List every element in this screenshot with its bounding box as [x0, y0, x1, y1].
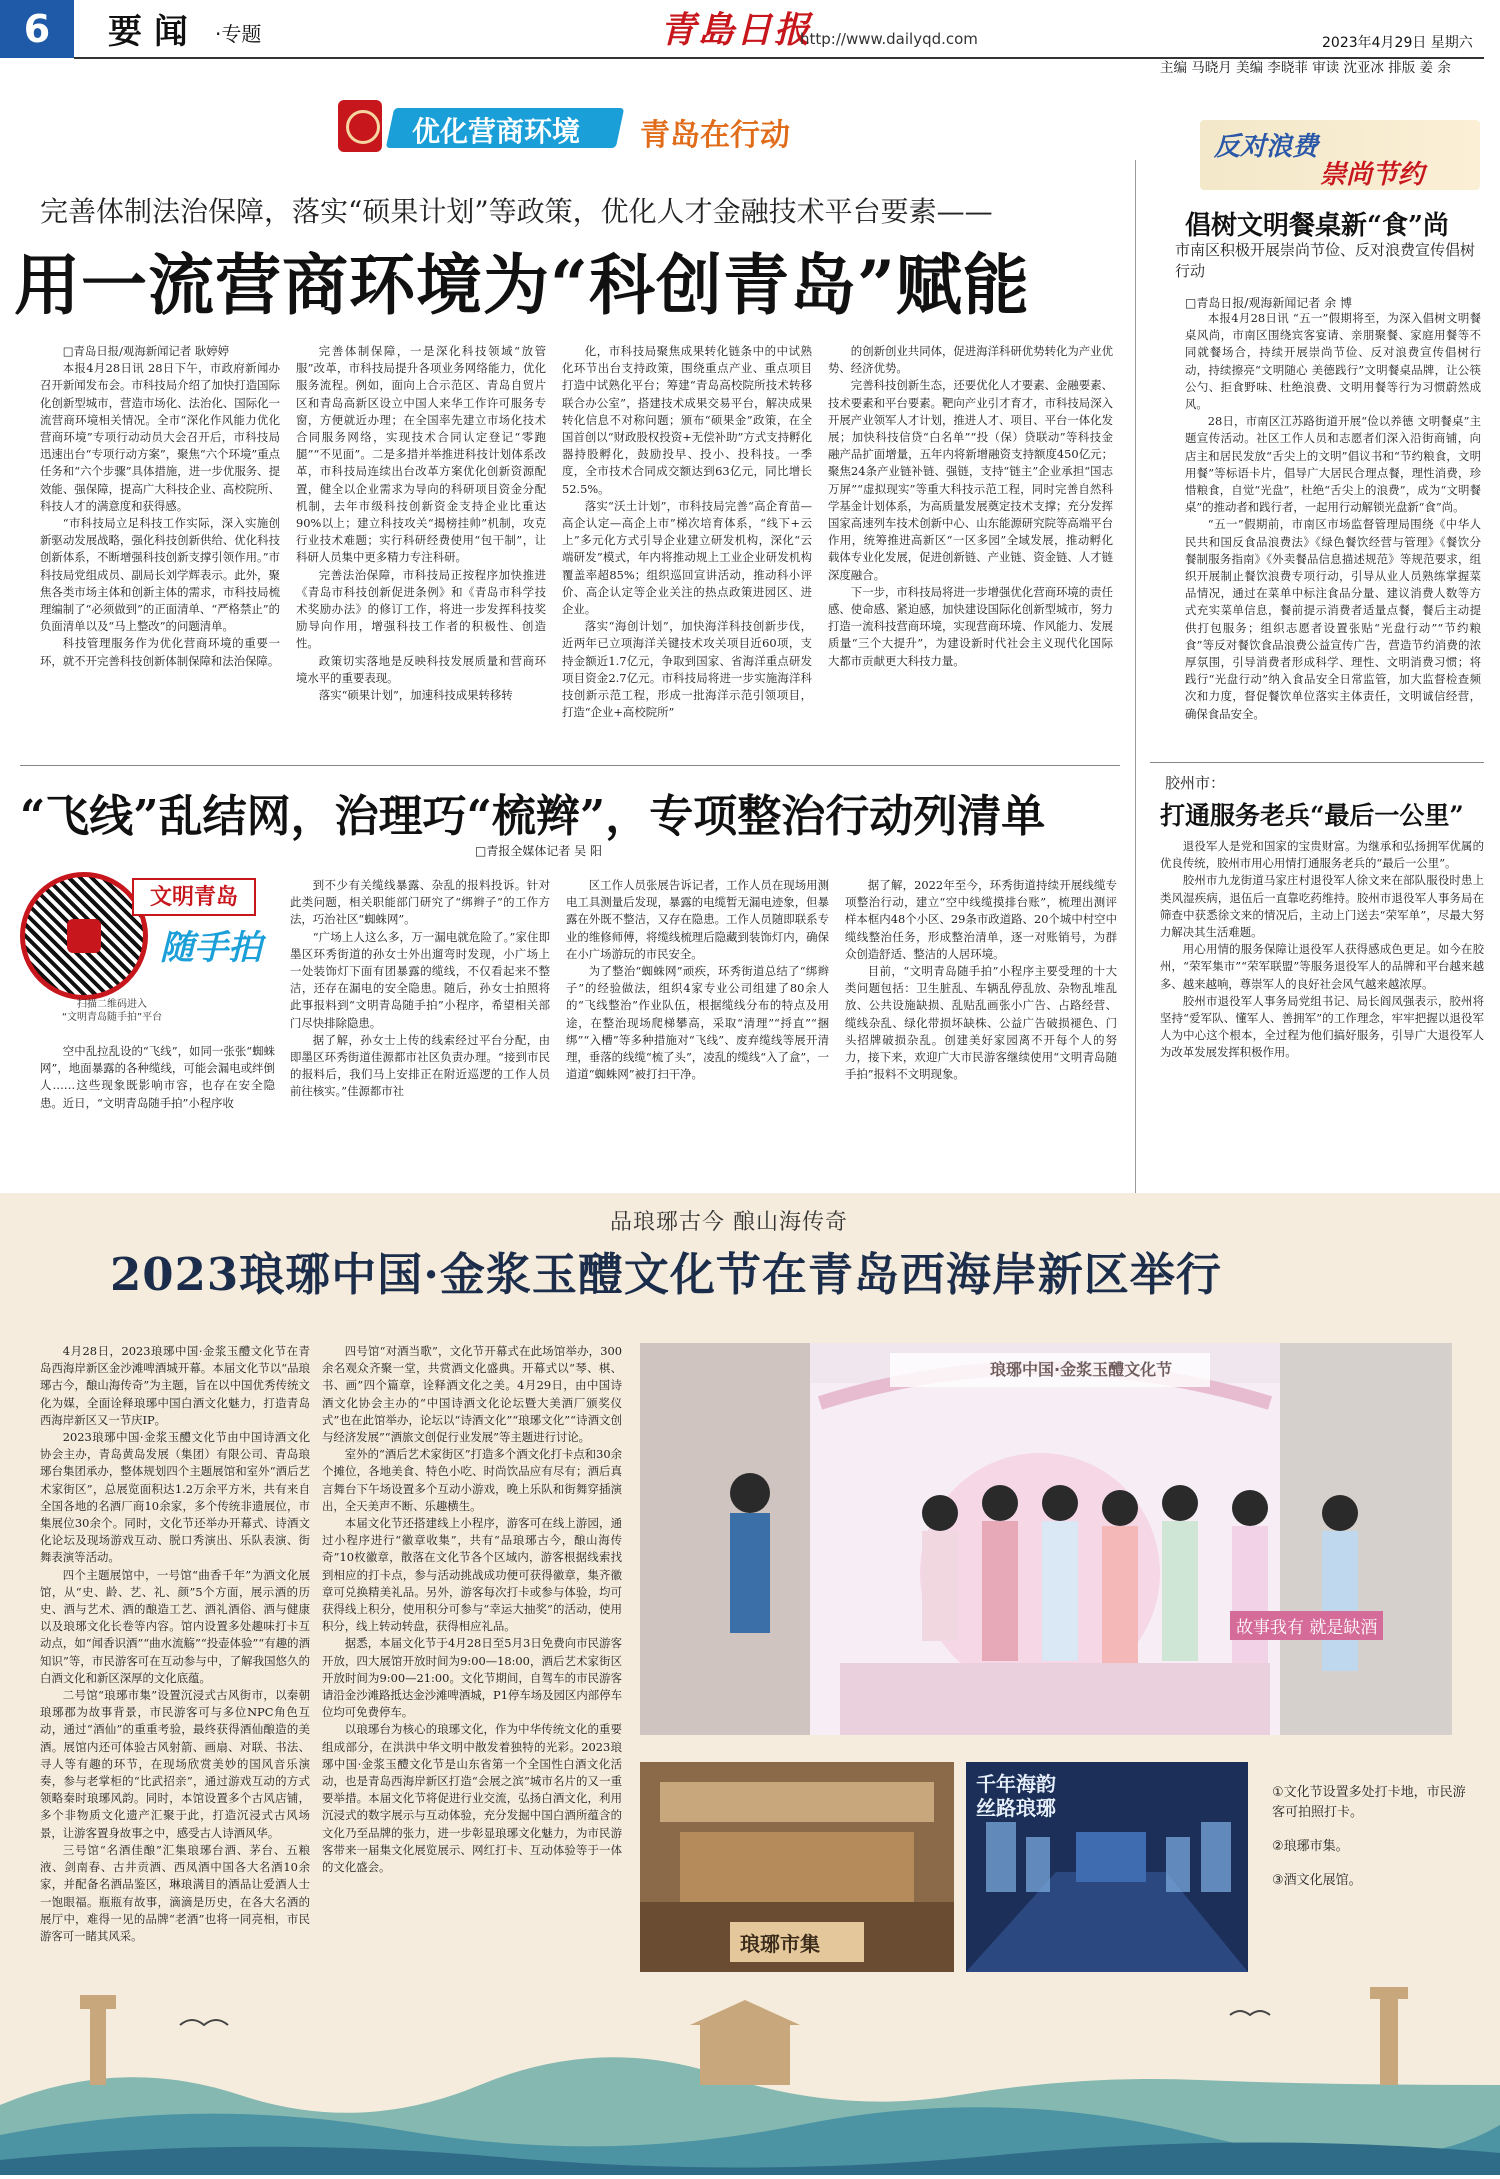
right-body-2: 退役军人是党和国家的宝贵财富。为继承和弘扬拥军优属的优良传统，胶州市用心用情打通服务老兵的“最后一公里”。 胶州市九龙街道马家庄村退役军人徐文来在部队服役时患上类风湿疾病，退伍后一直靠吃药维持。胶州市退役军人事务局在筛查中获悉徐文来的情况后，主动上门送去“荣军单”，尽最大努力解决其生活难题。 用心用情的服务保障让退役军人获得感成色更足。如今在胶州，“荣军集市”“荣军联盟”等服务退役军人的品牌和平台越来越多、越来越响，尊崇军人的良好社会风气越来越浓厚。 胶州市退役军人事务局党组书记、局长阎凤强表示，胶州将坚持“爱军队、懂军人、善拥军”的工作理念，牢牢把握以退役军人为中心这个根本，全过程为他们搞好服务，引导广大退役军人为改革发展发挥积极作用。: [1160, 839, 1484, 1060]
civilization-promo[interactable]: [20, 860, 270, 1030]
caption-3: ③酒文化展馆。: [1272, 1873, 1362, 1888]
newspaper-url[interactable]: http://www.dailyqd.com: [800, 30, 978, 48]
festival-photo-main-art: [640, 1343, 1452, 1735]
campaign-logo-icon: [338, 100, 382, 152]
second-column-1: 空中乱拉乱设的“飞线”，如同一张张“蜘蛛网”，地面暴露的各种缆线，可能会漏电或绊倒人……这些现象既影响市容，也存在安全隐患。近日，“文明青岛随手拍”小程序收: [40, 1044, 275, 1110]
feature-headline: 2023琅琊中国·金浆玉醴文化节在青岛西海岸新区举行: [110, 1248, 1222, 1301]
feature-column-1: 4月28日，2023琅琊中国·金浆玉醴文化节在青岛西海岸新区金沙滩啤酒城开幕。本届文化节以“品琅琊古今，酿山海传奇”为主题，旨在以中国优秀传统文化为媒，全面诠释琅琊中国白酒文化魅力，打造青岛西海岸新区又一节庆IP。 2023琅琊中国·金浆玉醴文化节由中国诗酒文化协会主办，青岛黄岛发展（集团）有限公司、青岛琅琊台集团承办，整体规划四个主题展馆和室外“酒后艺术家街区”，总展览面积达1.2万余平方米，共有来自全国各地的名酒厂商10余家，多个传统非遗展位，市集展位30余个。同时，文化节还举办开幕式、诗酒文化论坛及现场游戏互动、脱口秀演出、乐队表演、街舞表演等活动。 四个主题展馆中，一号馆“曲香千年”为酒文化展馆，从“史、龄、艺、礼、颜”5个方面，展示酒的历史、酒与艺术、酒的酿造工艺、酒礼酒俗、酒与健康以及琅琊文化长卷等内容。馆内设置多处趣味打卡互动点，如“闻香识酒”“曲水流觞”“投壶体验”“有趣的酒知识”等，市民游客可在互动参与中，了解我国悠久的白酒文化和新区深厚的文化底蕴。 二号馆“琅琊市集”设置沉浸式古风街市，以秦朝琅琊郡为故事背景，市民游客可与多位NPC角色互动，通过“酒仙”的重重考验，最终获得酒仙酿造的美酒。展馆内还可体验古风射箭、画扇、对联、书法、寻人等有趣的环节，在现场欣赏美妙的国风音乐演奏，参与老掌柜的“比武招亲”，通过游戏互动的方式领略秦时琅琊风韵。同时，本馆设置多个古风店铺，多个非物质文化遗产汇聚于此，打造沉浸式古风场景，让游客置身故事之中，感受古人诗酒风华。 三号馆“名酒佳酿”汇集琅琊台酒、茅台、五粮液、剑南春、古井贡酒、西凤酒中国各大名酒10余家，并配备名酒品鉴区，琳琅满目的酒品让爱酒人士一饱眼福。瓶瓶有故事，滴滴是历史，在各大名酒的展厅中，难得一见的品牌“老酒”也将一同亮相，市民游客可一睹其风采。: [40, 1344, 310, 1943]
market-sign-text: 琅琊市集: [740, 1932, 820, 1956]
section-subtitle: ·专题: [215, 22, 262, 46]
caption-1: ①文化节设置多处打卡地，市民游客可拍照打卡。: [1272, 1785, 1466, 1820]
civ-calligraphy: 随手拍: [160, 928, 262, 968]
lead-column-1: □青岛日报/观海新闻记者 耿婷婷 本报4月28日讯 28日下午，市政府新闻办召开新闻发布会。市科技局介绍了加快打造国际化创新型城市，营造市场化、法治化、国际化一流营商环境相关情况。全市“深化作风能力优化营商环境”专项行动动员大会召开后，市科技局迅速出台“专项行动方案”，聚焦“六个环境”重点任务和“六个步骤”具体措施，进一步优服务、提效能、强保障，提高广大科技企业、高校院所、科技人才的满意度和获得感。 “市科技局立足科技工作实际，深入实施创新驱动发展战略，强化科技创新供给、优化科技创新体系，不断增强科技创新支撑引领作用。”市科技局党组成员、副局长刘学辉表示。此外，聚焦各类市场主体和创新主体的需求，市科技局梳理编制了“必须做到”的正面清单、“严格禁止”的负面清单以及“马上整改”的问题清单。 科技管理服务作为优化营商环境的重要一环，就不开完善科技创新体制保障和法治保障。: [40, 344, 280, 668]
second-column-3: 区工作人员张展告诉记者，工作人员在现场用测电工具测量后发现，暴露的电缆暂无漏电迹象，但暴露在外既不整洁，又存在隐患。工作人员随即联系专业的维修师傅，将缆线梳理后隐藏到装饰灯内，确保在小广场游玩的市民安全。 为了整治“蜘蛛网”顽疾，环秀街道总结了“绑辫子”的经验做法，组织4家专业公司组建了80余人的“飞线整治”作业队伍，根据缆线分布的特点及用途，在整治现场爬梯攀高，采取“清理”“捋直”“捆绑”“入槽”等多种措施对“飞线”、废弃缆线等展开清理，垂落的线缆“梳了头”，凌乱的缆线“入了盒”，一道道“蜘蛛网”被打扫干净。: [566, 878, 829, 1082]
section-title: 要 闻: [108, 12, 188, 52]
right-headline-2: 打通服务老兵“最后一公里”: [1160, 801, 1464, 830]
photo-captions: [1272, 1783, 1472, 1891]
lead-kicker: 完善体制法治保障，落实“硕果计划”等政策，优化人才金融技术平台要素——: [40, 195, 993, 228]
feature-kicker: 品琅琊古今 酿山海传奇: [610, 1210, 848, 1235]
festival-banner-text: 琅琊中国·金浆玉醴文化节: [990, 1360, 1173, 1379]
festival-photo-main: [640, 1343, 1452, 1735]
thrift-banner: [1200, 120, 1480, 190]
right-byline: □青岛日报/观海新闻记者 余 博: [1185, 296, 1353, 310]
caption-2: ②琅琊市集。: [1272, 1839, 1349, 1854]
second-column-4: 据了解，2022年至今，环秀街道持续开展线缆专项整治行动，建立“空中线缆摸排台账”，梳理出测评样本框内48个小区、29条市政道路、20个城中村空中缆线整治任务，形成整治清单，逐一对账销号，为群众创造舒适、整洁的人居环境。 目前，“文明青岛随手拍”小程序主要受理的十大类问题包括：卫生脏乱、车辆乱停乱放、杂物乱堆乱放、公共设施缺损、乱贴乱画张小广告、占路经营、缆线杂乱、绿化带损坏缺株、公益广告破损褪色、门头招牌破损杂乱。创建美好家园离不开每个人的努力，接下来，欢迎广大市民游客继续使用“文明青岛随手拍”报料不文明现象。: [845, 878, 1117, 1082]
second-byline: □青报全媒体记者 吴 阳: [475, 844, 602, 858]
thrift-banner-a: 反对浪费: [1214, 132, 1319, 162]
right-headline: 倡树文明餐桌新“食”尚: [1185, 211, 1449, 241]
qr-code-icon[interactable]: [20, 872, 148, 1000]
right-subhead: 市南区积极开展崇尚节俭、反对浪费宣传倡树行动: [1175, 241, 1476, 280]
editor-credits: 主编 马晓月 美编 李晓菲 审读 沈亚冰 排版 姜 余: [1160, 60, 1451, 76]
campaign-banner: [320, 96, 830, 156]
right-section-label: 胶州市：: [1165, 774, 1226, 792]
lead-headline: 用一流营商环境为“科创青岛”赋能: [14, 246, 1030, 324]
right-body: 本报4月28日讯 “五一”假期将至，为深入倡树文明餐桌风尚，市南区围绕宾客宴请、亲朋聚餐、家庭用餐等不同就餐场合，持续开展崇尚节俭、反对浪费宣传倡树行动，持续擦亮“文明随心 美德践行”文明餐桌品牌，让公筷公勺、拒食野味、杜绝浪费、文明用餐等行为习惯蔚然成风。 28日，市南区江苏路街道开展“俭以养德 文明餐桌”主题宣传活动。社区工作人员和志愿者们深入沿街商铺，向店主和居民发放“舌尖上的文明”倡议书和“节约粮食，文明用餐”等标语卡片，倡导广大居民合理点餐，理性消费，珍惜粮食，自觉“光盘”，杜绝“舌尖上的浪费”，成为“文明餐桌”的推动者和践行者，一起用行动解锁光盘新“食”尚。 “五一”假期前，市南区市场监督管理局围绕《中华人民共和国反食品浪费法》《绿色餐饮经营与管理》《餐饮分餐制服务指南》《外卖餐品信息描述规范》等规范要求，组织开展制止餐饮浪费专项行动，引导从业人员熟练掌握菜品情况，通过在菜单中标注食品分量、建议消费人数等方式充实菜单信息，餐前提示消费者适量点餐，餐后主动提供打包服务；组织志愿者设置张贴“光盘行动”“节约粮食”等反对餐饮食品浪费公益宣传广告，营造节约消费的浓厚氛围，引导消费者形成科学、理性、文明消费习惯；将践行“光盘行动”纳入食品安全日常监管，加大监督检查频次和力度，督促餐饮单位落实主体责任，文明诚信经营，确保食品安全。: [1185, 311, 1481, 721]
lead-column-2: 完善体制保障，一是深化科技领域“放管服”改革，市科技局提升各项业务网络能力，优化服务流程。例如，面向上合示范区、青岛自贸片区和青岛高新区设立中国人来华工作许可服务专窗，方便就近办理；在全国率先建立市场化技术合同服务网络，实现技术合同认定登记“零跑腿”“不见面”。二是多措并举推进科技计划体系改革，市科技局连续出台改革方案优化创新资源配置，健全以企业需求为导向的科研项目资金分配机制，去年市级科技创新资金支持企业比重达90%以上；建立科技攻关“揭榜挂帅”机制，攻克行业技术难题；实行科研经费使用“包干制”，让科研人员集中更多精力专注科研。 完善法治保障，市科技局正按程序加快推进《青岛市科技创新促进条例》和《青岛市科学技术奖励办法》的修订工作，将进一步发挥科技奖励导向作用，增强科技工作者的积极性、创造性。 政策切实落地是反映科技发展质量和营商环境水平的重要表现。 落实“硕果计划”，加速科技成果转移转: [296, 344, 546, 703]
newspaper-masthead: 青島日报: [660, 9, 813, 51]
exhibition-sign-text: 千年海韵 丝路琅琊: [976, 1772, 1056, 1820]
lead-column-3: 化，市科技局聚焦成果转化链条中的中试熟化环节出台支持政策，围绕重点产业、重点项目打造中试熟化平台；筹建“青岛高校院所技术转移联合办公室”，搭建技术成果交易平台，解决成果转化信息不对称问题；颁布“硕果金”政策，在全国首创以“财政股权投资+无偿补助”方式支持孵化器持股孵化，鼓励投早、投小、投科技。一季度，全市技术合同成交额达到63亿元，同比增长52.5%。 落实“沃土计划”，市科技局完善“高企育苗—高企认定—高企上市”梯次培育体系，“线下+云上”多元化方式引导企业建立研发机构，深化“云端研发”模式，年内将推动规上工业企业研发机构覆盖率超85%；组织巡回宣讲活动，推动科小评价、高企认定等企业关注的热点政策进园区、进企业。 落实“海创计划”，加快海洋科技创新步伐，近两年已立项海洋关键技术攻关项目近60项，支持金额近1.7亿元，争取到国家、省海洋重点研发项目资金2.7亿元。市科技局将进一步实施海洋科技创新示范工程，形成一批海洋示范引领项目，打造“企业+高校院所”: [562, 344, 812, 720]
market-photo: [640, 1762, 954, 1972]
issue-date: 2023年4月29日 星期六: [1322, 35, 1473, 51]
banner-left-text: 优化营商环境: [412, 115, 581, 148]
thrift-banner-b: 崇尚节约: [1320, 160, 1425, 190]
civ-badge: 文明青岛: [132, 878, 256, 916]
page-number: 6: [0, 0, 74, 58]
second-headline: “飞线”乱结网，治理巧“梳辫”，专项整治行动列清单: [20, 791, 1046, 842]
lead-column-4: 的创新创业共同体，促进海洋科研优势转化为产业优势、经济优势。 完善科技创新生态，还要优化人才要素、金融要素、技术要素和平台要素。靶向产业引才育才，市科技局深入开展产业领军人才计划，推进人才、项目、平台一体化发展；加快科技信贷“白名单”“投（保）贷联动”等科技金融产品扩面增量，五年内将新增融资支持额度450亿元；聚焦24条产业链补链、强链，支持“链主”企业承担“国志万屏”“虚拟现实”等重大科技示范工程，同时完善自然科学基金计划体系，为高质量发展奠定技术支撑；充分发挥国家高速列车技术创新中心、山东能源研究院等高端平台作用，统筹推进高新区“一区多园”全域发展，推动孵化载体专业化发展，促进创新链、产业链、资金链、人才链深度融合。 下一步，市科技局将进一步增强优化营商环境的责任感、使命感、紧迫感，加快建设国际化创新型城市，努力打造一流科技营商环境，实现营商环境、作风能力、发展质量“三个大提升”，为建设新时代社会主义现代化国际大都市贡献更大科技力量。: [828, 344, 1113, 668]
exhibition-photo: [966, 1762, 1248, 1972]
scenery-illustration: [0, 1985, 1500, 2175]
second-column-2: 到不少有关缆线暴露、杂乱的报料投诉。针对此类问题，相关职能部门研究了“绑辫子”的工作方法，巧治社区“蜘蛛网”。 “广场上人这么多，万一漏电就危险了。”家住即墨区环秀街道的孙女士外出遛弯时发现，小广场上一处装饰灯下面有团暴露的缆线，不仅看起来不整洁，还存在漏电的安全隐患。随后，孙女士拍照将此事报料到“文明青岛随手拍”小程序，希望相关部门尽快排除隐患。 据了解，孙女士上传的线索经过平台分配，由即墨区环秀街道佳源都市社区负责办理。“接到市民的报料后，我们马上安排正在附近巡逻的工作人员前往核实。”佳源都市社: [290, 878, 550, 1099]
qr-caption: 扫描二维码进入 “文明青岛随手拍”平台: [61, 999, 163, 1023]
column-divider: [1135, 160, 1136, 1255]
story-divider: [20, 765, 1120, 766]
feature-column-2: 四号馆“对酒当歌”，文化节开幕式在此场馆举办，300余名观众齐聚一堂，共赏酒文化盛典。开幕式以“琴、棋、书、画”四个篇章，诠释酒文化之美。4月29日，由中国诗酒文化协会主办的“中国诗酒文化论坛暨大美酒厂颁奖仪式”也在此馆举办，论坛以“诗酒文化”“琅琊文化”“诗酒文创与经济发展”“酒旅文创促行业发展”等主题进行讨论。 室外的“酒后艺术家街区”打造多个酒文化打卡点和30余个摊位，各地美食、特色小吃、时尚饮品应有尽有；酒后真言舞台下午场设置多个互动小游戏，晚上乐队和街舞穿插演出，全天美声不断、乐趣横生。 本届文化节还搭建线上小程序，游客可在线上游园，通过小程序进行“徽章收集”，共有“品琅琊古今，酿山海传奇”10枚徽章，散落在文化节各个区域内，游客根据线索找到相应的打卡点，参与活动挑战成功便可获得徽章，集齐徽章可兑换精美礼品。另外，游客每次打卡或参与体验，均可获得线上积分，使用积分可参与“幸运大抽奖”的活动，使用积分，线上转动转盘，获得相应礼品。 据悉，本届文化节于4月28日至5月3日免费向市民游客开放，四大展馆开放时间为9:00—18:00，酒后艺术家街区开放时间为9:00—21:00。文化节期间，自驾车的市民游客请沿金沙滩路抵达金沙滩啤酒城，P1停车场及园区内部停车位均可免费停车。 以琅琊台为核心的琅琊文化，作为中华传统文化的重要组成部分，在洪洪中华文明中散发着独特的光彩。2023琅琊中国·金浆玉醴文化节是山东省第一个全国性白酒文化活动，也是青岛西海岸新区打造“会展之滨”城市名片的又一重要举措。本届文化节将促进行业交流，弘扬白酒文化，利用沉浸式的数字展示与互动体验，充分发掘中国白酒所蕴含的文化乃至品牌的张力，进一步彰显琅琊文化魅力，为市民游客带来一届集文化展览展示、网红打卡、互动体验等于一体的文化盛会。: [322, 1344, 622, 1875]
banner-right-text: 青岛在行动: [640, 118, 790, 153]
decorative-scenery: [0, 1985, 1500, 2175]
right-divider: [1150, 762, 1484, 763]
festival-sign-text: 故事我有 就是缺酒: [1230, 1611, 1383, 1640]
